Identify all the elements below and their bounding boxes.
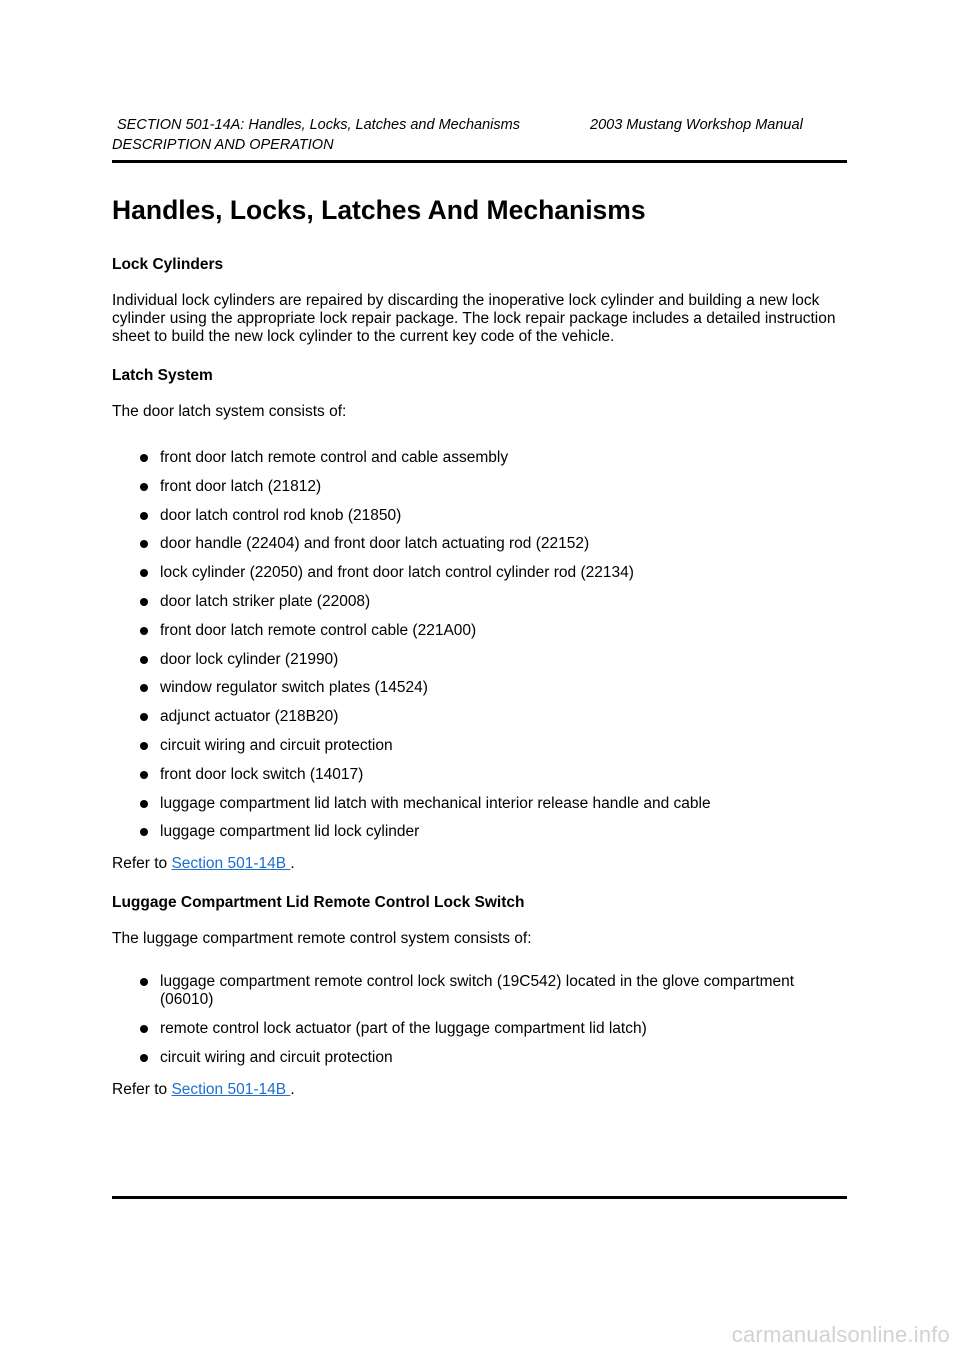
lock-cylinders-body: Individual lock cylinders are repaired by discarding the inoperative lock cylinder and building a new lock cylinder using the appropriate lock repair package. The lock repair package includes a detailed instruction sheet to build the new lock cylinder to the current key code of the vehicle. <box>112 292 836 345</box>
bullet-icon <box>140 742 148 750</box>
bullet-icon <box>140 978 148 986</box>
list-item: front door latch (21812) <box>140 478 842 496</box>
section-501-14b-link[interactable]: Section 501-14B <box>171 1080 291 1098</box>
list-item: front door lock switch (14017) <box>140 766 842 784</box>
bullet-icon <box>140 828 148 836</box>
luggage-remote-list <box>112 973 842 1067</box>
list-item: lock cylinder (22050) and front door latch control cylinder rod (22134) <box>140 564 842 582</box>
list-item: circuit wiring and circuit protection <box>140 737 842 755</box>
list-item: luggage compartment lid latch with mechanical interior release handle and cable <box>140 795 842 813</box>
bullet-icon <box>140 454 148 462</box>
list-item: circuit wiring and circuit protection <box>140 1049 842 1067</box>
bullet-icon <box>140 1054 148 1062</box>
latch-system-reference: Refer to Section 501-14B . <box>112 855 295 873</box>
section-501-14b-link[interactable]: Section 501-14B <box>171 855 291 873</box>
bullet-icon <box>140 771 148 779</box>
list-item: door handle (22404) and front door latch actuating rod (22152) <box>140 535 842 553</box>
lock-cylinders-heading: Lock Cylinders <box>112 256 224 273</box>
bullet-icon <box>140 627 148 635</box>
bullet-icon <box>140 684 148 692</box>
running-header <box>117 116 847 134</box>
luggage-remote-reference: Refer to Section 501-14B . <box>112 1080 295 1098</box>
list-item: door latch striker plate (22008) <box>140 593 842 611</box>
header-divider <box>112 160 847 163</box>
bullet-icon <box>140 800 148 808</box>
list-item: window regulator switch plates (14524) <box>140 679 842 697</box>
bullet-icon <box>140 1025 148 1033</box>
latch-system-heading: Latch System <box>112 367 213 384</box>
list-item: front door latch remote control and cable assembly <box>140 449 842 467</box>
list-item: front door latch remote control cable (221A00) <box>140 622 842 640</box>
bullet-icon <box>140 512 148 520</box>
list-item: door latch control rod knob (21850) <box>140 507 842 525</box>
list-item: luggage compartment lid lock cylinder <box>140 823 842 841</box>
watermark: carmanualsonline.info <box>731 1322 950 1347</box>
footer-divider <box>112 1196 847 1199</box>
list-item: luggage compartment remote control lock switch (19C542) located in the glove compartment (06010) <box>140 973 842 1009</box>
latch-system-list <box>112 449 842 841</box>
page-content <box>112 190 842 1117</box>
bullet-icon <box>140 483 148 491</box>
bullet-icon <box>140 656 148 664</box>
bullet-icon <box>140 598 148 606</box>
section-title: SECTION 501-14A: Handles, Locks, Latches and Mechanisms <box>117 117 520 133</box>
list-item: remote control lock actuator (part of the luggage compartment lid latch) <box>140 1020 842 1038</box>
manual-title: 2003 Mustang Workshop Manual <box>590 117 803 133</box>
list-item: door lock cylinder (21990) <box>140 651 842 669</box>
page-title: Handles, Locks, Latches And Mechanisms <box>112 195 646 225</box>
description-subheading: DESCRIPTION AND OPERATION <box>112 137 334 153</box>
list-item: adjunct actuator (218B20) <box>140 708 842 726</box>
luggage-remote-heading: Luggage Compartment Lid Remote Control Lock Switch <box>112 894 525 912</box>
luggage-remote-intro: The luggage compartment remote control system consists of: <box>112 930 532 948</box>
latch-system-intro: The door latch system consists of: <box>112 403 347 420</box>
bullet-icon <box>140 713 148 721</box>
bullet-icon <box>140 569 148 577</box>
bullet-icon <box>140 540 148 548</box>
